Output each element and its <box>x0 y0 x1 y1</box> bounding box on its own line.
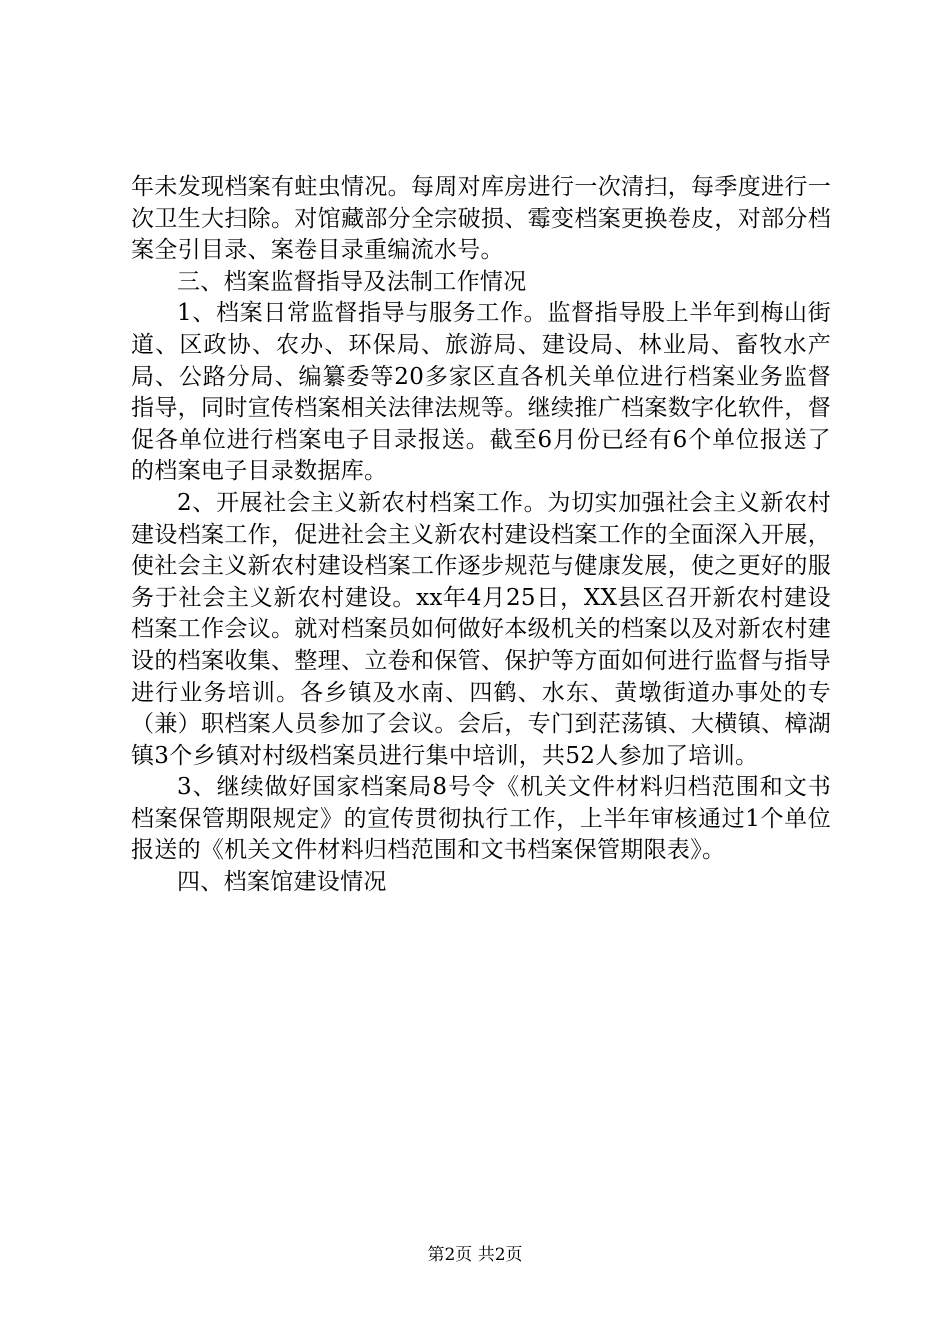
paragraph-item-3: 3、继续做好国家档案局8号令《机关文件材料归档范围和文书档案保管期限规定》的宣传贯彻执行工作，上半年审核通过1个单位报送的《机关文件材料归档范围和文书档案保管期限表》。 <box>131 774 831 864</box>
section-heading-four: 四、档案馆建设情况 <box>177 869 387 896</box>
paragraph-item-2: 2、开展社会主义新农村档案工作。为切实加强社会主义新农村建设档案工作，促进社会主义新农村建设档案工作的全面深入开展，使社会主义新农村建设档案工作逐步规范与健康发展，使之更好的服务于社会主义新农村建设。xx年4月25日，XX县区召开新农村建设档案工作会议。就对档案员如何做好本级机关的档案以及对新农村建设的档案收集、整理、立卷和保管、保护等方面如何进行监督与指导进行业务培训。各乡镇及水南、四鹤、水东、黄墩街道办事处的专（兼）职档案人员参加了会议。会后，专门到茫荡镇、大横镇、樟湖镇3个乡镇对村级档案员进行集中培训，共52人参加了培训。 <box>131 489 831 769</box>
section-heading-three: 三、档案监督指导及法制工作情况 <box>177 268 527 295</box>
page-footer: 第2页 共2页 <box>427 1245 523 1265</box>
paragraph-continuation: 年未发现档案有蛀虫情况。每周对库房进行一次清扫，每季度进行一次卫生大扫除。对馆藏部分全宗破损、霉变档案更换卷皮，对部分档案全引目录、案卷目录重编流水号。 <box>131 174 831 264</box>
paragraph-item-1: 1、档案日常监督指导与服务工作。监督指导股上半年到梅山街道、区政协、农办、环保局、旅游局、建设局、林业局、畜牧水产局、公路分局、编纂委等20多家区直各机关单位进行档案业务监督指导，同时宣传档案相关法律法规等。继续推广档案数字化软件，督促各单位进行档案电子目录报送。截至6月份已经有6个单位报送了的档案电子目录数据库。 <box>131 300 831 485</box>
document-body <box>131 172 831 899</box>
